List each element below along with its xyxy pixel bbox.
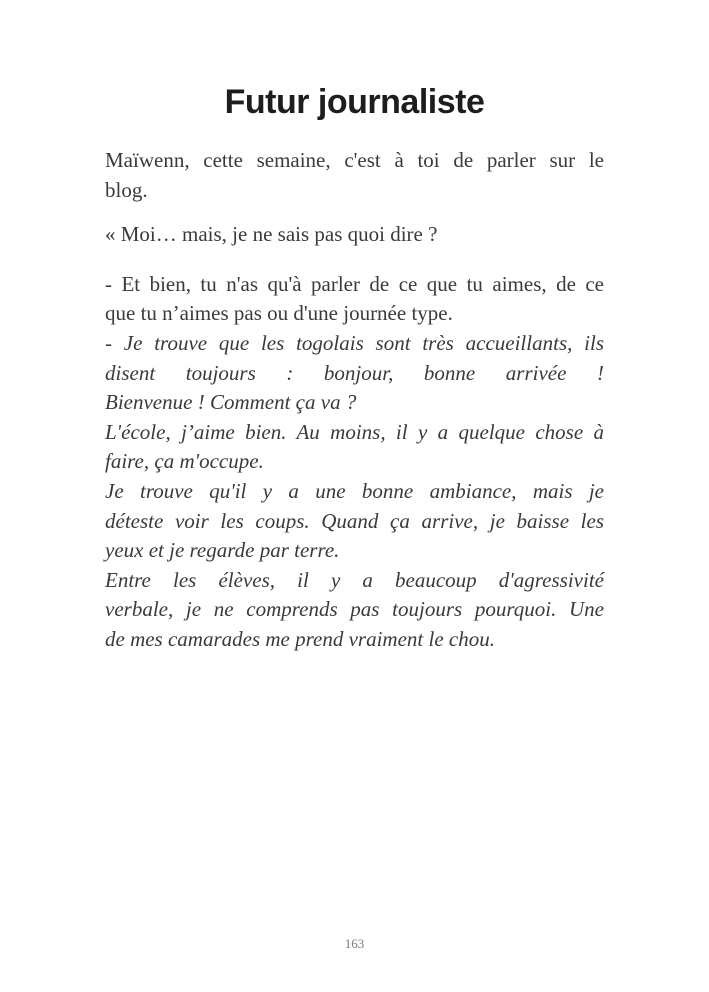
paragraph-testimony-1 xyxy=(105,329,604,418)
paragraph-testimony-3 xyxy=(105,477,604,566)
paragraph-testimony-4 xyxy=(105,566,604,655)
text-line: - Et bien, tu n'as qu'à parler de ce que tu aimes, de ce xyxy=(105,271,604,296)
text-line: Bienvenue ! Comment ça va ? xyxy=(105,390,357,415)
text-line: que tu n’aimes pas ou d'une journée type. xyxy=(105,301,453,326)
text-line: faire, ça m'occupe. xyxy=(105,449,264,474)
page-number: 163 xyxy=(344,936,365,951)
text-line: verbale, je ne comprends pas toujours pourquoi. Une xyxy=(105,597,604,622)
text-line: blog. xyxy=(105,177,148,202)
text-line: de mes camarades me prend vraiment le chou. xyxy=(105,626,495,651)
text-line: Entre les élèves, il y a beaucoup d'agressivité xyxy=(105,567,604,592)
paragraph-intro xyxy=(105,146,604,205)
paragraph-quote-question xyxy=(105,220,604,250)
text-line: déteste voir les coups. Quand ça arrive, je baisse les xyxy=(105,508,604,533)
text-line: Je trouve qu'il y a une bonne ambiance, mais je xyxy=(105,478,604,503)
text-line: - Je trouve que les togolais sont très accueillants, ils xyxy=(105,330,604,355)
paragraph-testimony-2 xyxy=(105,418,604,477)
text-line: « Moi… mais, je ne sais pas quoi dire ? xyxy=(105,222,438,247)
text-line: Maïwenn, cette semaine, c'est à toi de parler sur le xyxy=(105,148,604,172)
text-line: L'école, j’aime bien. Au moins, il y a quelque chose à xyxy=(105,419,604,444)
page-title: Futur journaliste xyxy=(224,83,485,121)
text-line: disent toujours : bonjour, bonne arrivée ! xyxy=(105,360,604,385)
paragraph-reply xyxy=(105,270,604,329)
text-line: yeux et je regarde par terre. xyxy=(105,538,340,563)
